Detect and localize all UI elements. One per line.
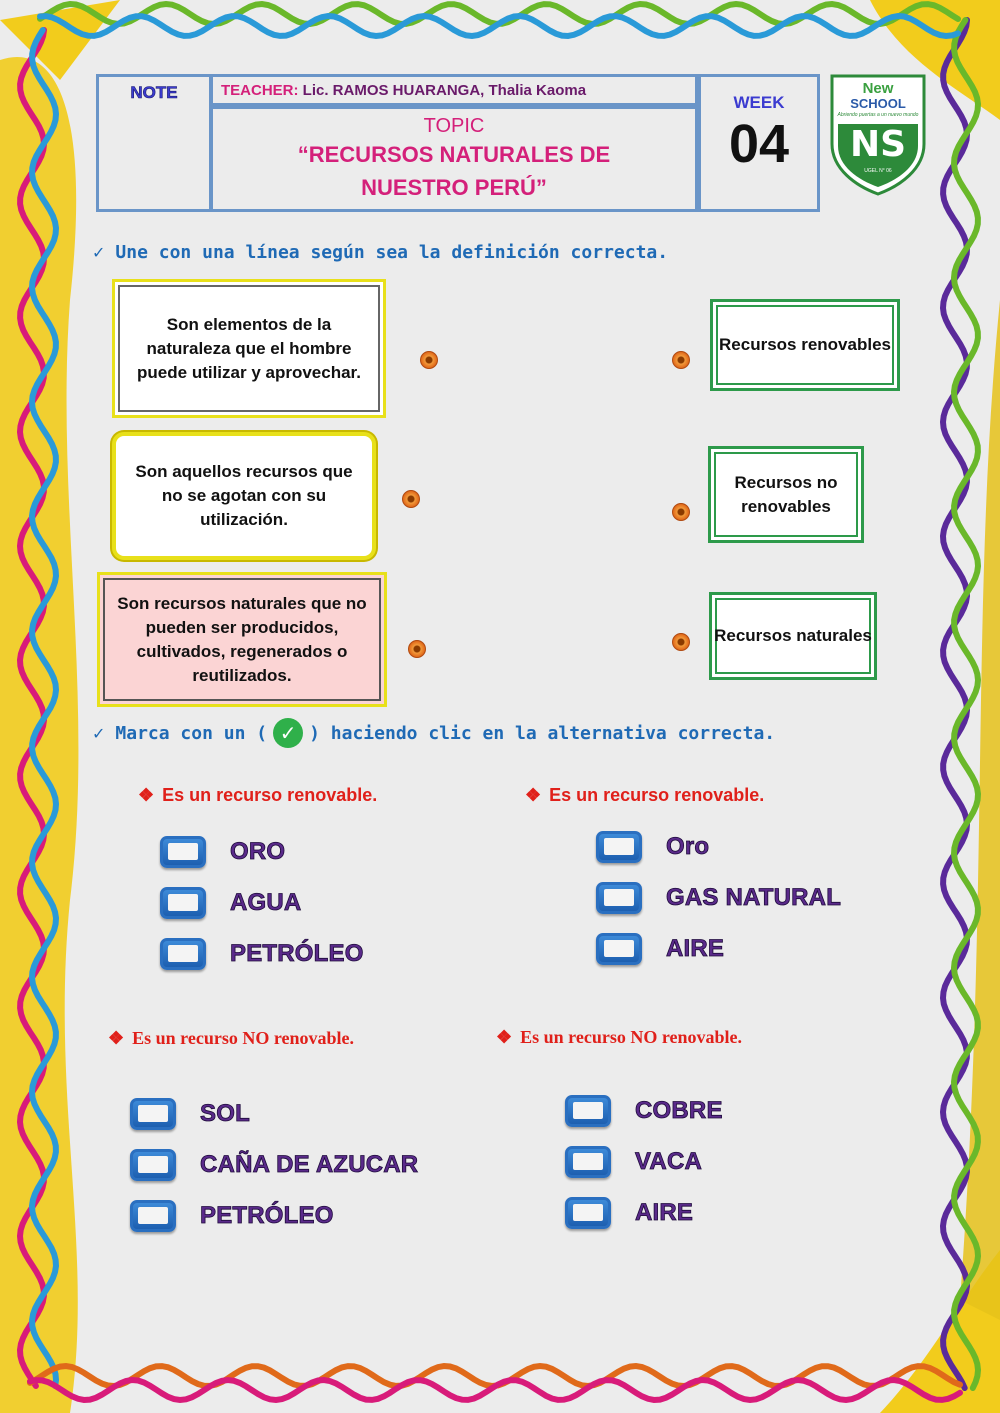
definition-box-2: Son aquellos recursos que no se agotan con su utilización. bbox=[112, 432, 376, 560]
topic-label: TOPIC bbox=[423, 115, 485, 137]
definition-box-1: Son elementos de la naturaleza que el hombre puede utilizar y aprovechar. bbox=[112, 279, 386, 418]
checkbox[interactable] bbox=[565, 1146, 611, 1178]
match-dot-right-2[interactable] bbox=[672, 503, 690, 521]
week-label: WEEK bbox=[733, 93, 785, 112]
school-logo bbox=[830, 74, 926, 196]
match-dot-left-2[interactable] bbox=[402, 490, 420, 508]
logo-new: New bbox=[862, 80, 894, 97]
instruction-mark: ✓ Marca con un ( ✓ ) haciendo clic en la alternativa correcta. bbox=[92, 718, 775, 748]
week-number: 04 bbox=[728, 114, 790, 174]
teacher-line bbox=[221, 82, 695, 99]
note-label: NOTE bbox=[130, 83, 178, 102]
logo-ugel: UGEL N° 06 bbox=[864, 168, 892, 174]
checkbox[interactable] bbox=[130, 1098, 176, 1130]
option-q2-a[interactable]: Oro bbox=[596, 831, 709, 863]
option-q3-b[interactable]: CAÑA DE AZUCAR bbox=[130, 1149, 418, 1181]
checkbox[interactable] bbox=[596, 882, 642, 914]
checkbox[interactable] bbox=[565, 1197, 611, 1229]
checkbox[interactable] bbox=[596, 831, 642, 863]
option-q4-b[interactable]: VACA bbox=[565, 1146, 702, 1178]
checkbox[interactable] bbox=[565, 1095, 611, 1127]
match-dot-right-3[interactable] bbox=[672, 633, 690, 651]
term-box-2: Recursos no renovables bbox=[708, 446, 864, 543]
option-q2-b[interactable]: GAS NATURAL bbox=[596, 882, 841, 914]
checkbox[interactable] bbox=[160, 938, 206, 970]
note-cell bbox=[96, 74, 212, 212]
option-q3-a[interactable]: SOL bbox=[130, 1098, 250, 1130]
diamond-bullet-icon: ❖ bbox=[525, 785, 542, 805]
checkbox[interactable] bbox=[596, 933, 642, 965]
checkbox[interactable] bbox=[160, 887, 206, 919]
teacher-label: TEACHER: bbox=[221, 82, 299, 99]
logo-motto: Abriendo puertas a un nuevo mundo bbox=[837, 112, 919, 118]
checkbox[interactable] bbox=[130, 1149, 176, 1181]
option-q3-c[interactable]: PETRÓLEO bbox=[130, 1200, 334, 1232]
page-title-line1: “RECURSOS NATURALES DE bbox=[297, 142, 611, 167]
checkmark-icon: ✓ bbox=[92, 243, 106, 262]
match-dot-right-1[interactable] bbox=[672, 351, 690, 369]
term-box-1: Recursos renovables bbox=[710, 299, 900, 391]
topic-cell bbox=[210, 106, 698, 212]
logo-school: SCHOOL bbox=[850, 96, 906, 111]
logo-initials: NS bbox=[849, 124, 907, 165]
green-check-icon: ✓ bbox=[273, 718, 303, 748]
term-box-3: Recursos naturales bbox=[709, 592, 877, 680]
option-q1-c[interactable]: PETRÓLEO bbox=[160, 938, 364, 970]
week-cell bbox=[698, 74, 820, 212]
option-q4-a[interactable]: COBRE bbox=[565, 1095, 723, 1127]
diamond-bullet-icon: ❖ bbox=[138, 785, 155, 805]
option-q2-c[interactable]: AIRE bbox=[596, 933, 724, 965]
diamond-bullet-icon: ❖ bbox=[496, 1027, 513, 1047]
page-title-line2: NUESTRO PERÚ” bbox=[361, 175, 547, 200]
match-dot-left-3[interactable] bbox=[408, 640, 426, 658]
instruction-match: ✓ Une con una línea según sea la definición correcta. bbox=[92, 242, 669, 263]
definition-box-3: Son recursos naturales que no pueden ser producidos, cultivados, regenerados o reutilizados. bbox=[97, 572, 387, 707]
checkmark-icon: ✓ bbox=[92, 723, 106, 743]
question-3-prompt: ❖ Es un recurso NO renovable. bbox=[108, 1028, 354, 1048]
teacher-cell bbox=[210, 74, 698, 106]
question-1-prompt: ❖ Es un recurso renovable. bbox=[138, 785, 378, 805]
question-4-prompt: ❖ Es un recurso NO renovable. bbox=[496, 1027, 742, 1047]
checkbox[interactable] bbox=[130, 1200, 176, 1232]
option-q4-c[interactable]: AIRE bbox=[565, 1197, 693, 1229]
checkbox[interactable] bbox=[160, 836, 206, 868]
option-q1-a[interactable]: ORO bbox=[160, 836, 285, 868]
teacher-name: Lic. RAMOS HUARANGA, Thalia Kaoma bbox=[302, 82, 587, 99]
diamond-bullet-icon: ❖ bbox=[108, 1028, 125, 1048]
match-dot-left-1[interactable] bbox=[420, 351, 438, 369]
option-q1-b[interactable]: AGUA bbox=[160, 887, 301, 919]
question-2-prompt: ❖ Es un recurso renovable. bbox=[525, 785, 765, 805]
